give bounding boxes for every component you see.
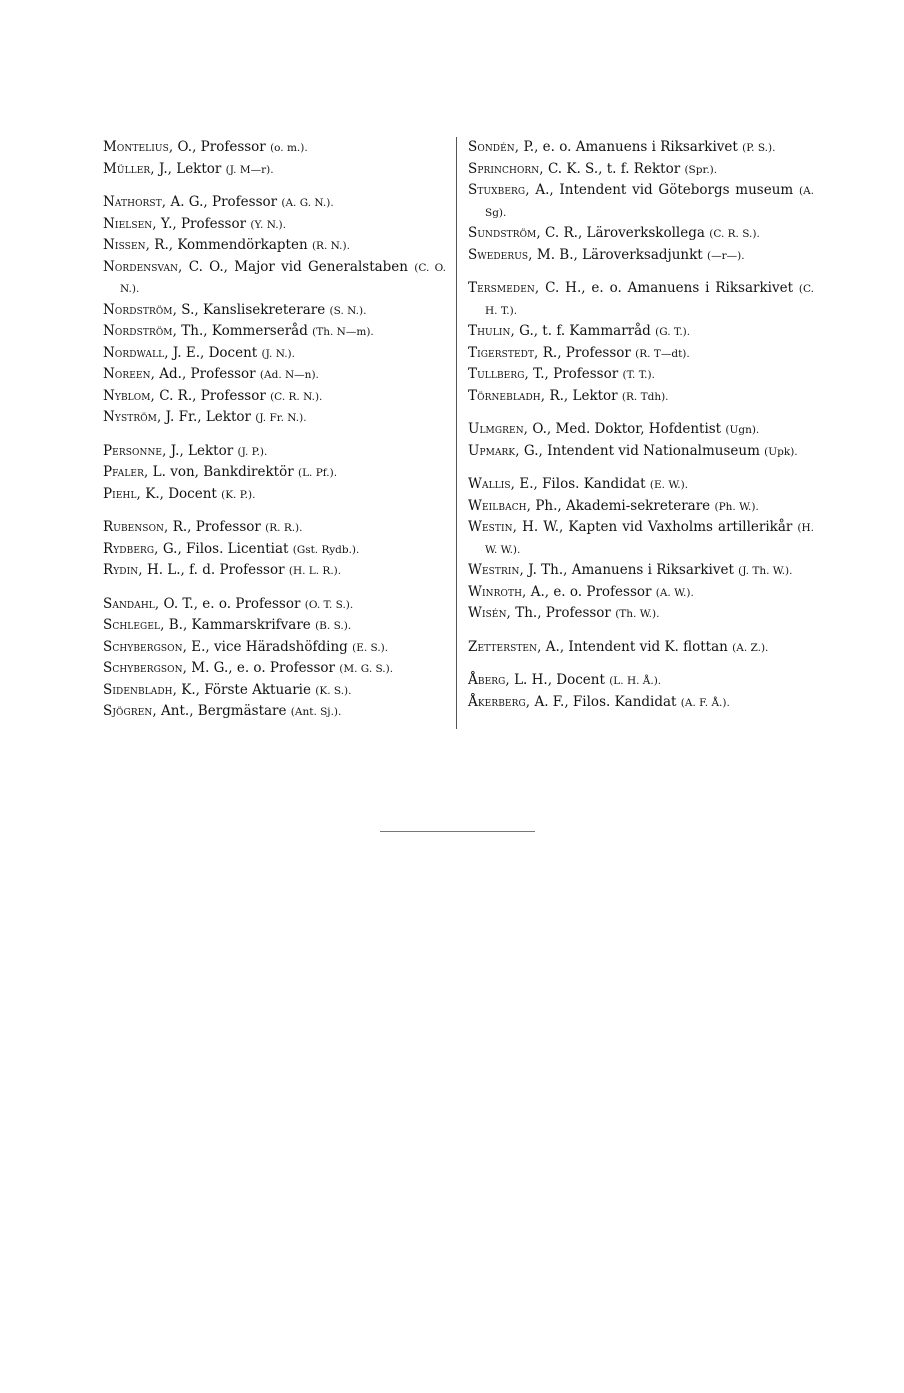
contributor-surname: Ulmgren,	[468, 421, 529, 437]
contributor-surname: Winroth,	[468, 583, 527, 600]
contributor-surname: Nathorst,	[103, 194, 167, 210]
contributor-title: S., Kanslisekreterare	[177, 301, 330, 318]
contributor-entry	[103, 235, 446, 257]
contributor-entry	[468, 245, 814, 267]
contributor-entry	[468, 137, 814, 159]
contributor-entry	[103, 300, 446, 322]
contributor-title: R., Professor	[168, 519, 266, 535]
contributor-entry	[468, 278, 814, 321]
contributor-surname: Sondén,	[468, 139, 520, 155]
contributor-signature: (A. Sg).	[485, 185, 814, 219]
contributor-entry	[468, 496, 814, 518]
contributor-entry	[103, 517, 446, 539]
contributor-surname: Sandahl,	[103, 595, 160, 612]
contributor-surname: Westrin,	[468, 562, 524, 578]
contributor-signature: (P. S.).	[742, 142, 776, 154]
contributor-surname: Nordwall,	[103, 344, 169, 361]
contributor-surname: Nordström,	[103, 323, 178, 339]
contributor-title: M. G., e. o. Professor	[186, 660, 340, 676]
contributor-title: R., Kommendörkapten	[149, 237, 312, 253]
contributor-signature: (H. W. W.).	[485, 522, 814, 556]
contributor-entry	[468, 441, 814, 463]
contributor-entry	[468, 386, 814, 408]
contributor-signature: (Ph. W.).	[714, 500, 759, 513]
contributor-signature: (B. S.).	[315, 620, 352, 632]
contributor-title: R., Professor	[538, 344, 636, 361]
contributor-surname: Thulin,	[468, 323, 515, 339]
contributor-title: B., Kammarskrifvare	[164, 617, 316, 633]
contributor-title: A., Intendent vid K. flottan	[541, 638, 733, 655]
contributor-title: T., Professor	[528, 366, 623, 382]
contributor-entry	[468, 637, 814, 659]
contributor-title: A. F., Filos. Kandidat	[530, 693, 681, 710]
contributor-signature: (C. R. S.).	[709, 228, 760, 240]
contributor-entry	[103, 484, 446, 506]
contributor-title: J. Th., Amanuens i Riksarkivet	[523, 562, 739, 578]
contributor-signature: (K. P.).	[221, 488, 256, 501]
contributor-entry	[103, 539, 446, 561]
contributor-title: C. R., Professor	[154, 387, 271, 404]
contributor-signature: (E. W.).	[649, 479, 689, 491]
contributor-title: G., Intendent vid Nationalmuseum	[519, 442, 765, 459]
contributor-title: H. L., f. d. Professor	[142, 562, 289, 578]
contributor-title: Ad., Professor	[154, 366, 260, 382]
contributor-surname: Åberg,	[468, 672, 510, 688]
contributor-surname: Nyström,	[103, 409, 162, 425]
contributor-signature: (C. H. T.).	[485, 283, 814, 317]
contributor-entry	[468, 159, 814, 181]
contributor-signature: (E. S.).	[352, 641, 389, 654]
contributor-surname: Nordström,	[103, 301, 178, 318]
contributor-signature: (H. L. R.).	[288, 565, 342, 577]
contributor-title: Th., Professor	[510, 605, 616, 621]
section-end-rule	[380, 831, 535, 832]
contributor-title: L. H., Docent	[509, 672, 610, 688]
contributor-surname: Tullberg,	[468, 366, 529, 382]
contributor-signature: (R. R.).	[265, 522, 303, 534]
contributor-title: G., Filos. Licentiat	[158, 540, 293, 557]
contributor-title: A. G., Professor	[166, 194, 282, 210]
contributor-signature: (Y. N.).	[250, 218, 286, 231]
contributor-surname: Nissen,	[103, 237, 150, 253]
contributor-title: Y., Professor	[156, 215, 251, 232]
contributor-signature: (Ant. Sj.).	[290, 706, 342, 718]
contributor-surname: Åkerberg,	[468, 693, 531, 710]
contributor-entry	[103, 637, 446, 659]
contributor-title: C. R., Läroverkskollega	[540, 225, 710, 241]
contributor-entry	[468, 692, 814, 714]
contributor-surname: Swederus,	[468, 246, 533, 263]
contributor-title: C. K. S., t. f. Rektor	[543, 160, 685, 177]
contributor-surname: Nyblom,	[103, 387, 155, 404]
contributor-signature: (A. Z.).	[732, 641, 769, 654]
contributor-surname: Schybergson,	[103, 638, 187, 655]
contributor-surname: Westin,	[468, 519, 518, 535]
contributor-surname: Weilbach,	[468, 497, 532, 514]
contributor-title: R., Lektor	[545, 387, 622, 404]
contributor-entry	[103, 615, 446, 637]
contributor-signature: (—r—).	[707, 249, 745, 262]
left-column	[103, 137, 446, 723]
contributor-signature: (A. W.).	[655, 586, 694, 599]
contributor-title: H. W., Kapten vid Vaxholms artillerikår	[517, 519, 798, 535]
contributor-entry	[468, 223, 814, 245]
contributor-entry	[103, 658, 446, 680]
contributor-signature: (Ugn).	[725, 424, 760, 436]
contributor-signature: (Spr.).	[684, 163, 718, 176]
contributor-signature: (C. R. N.).	[270, 390, 323, 403]
contributor-signature: (Upk).	[764, 445, 798, 458]
contributor-entry	[468, 343, 814, 365]
contributor-entry	[103, 214, 446, 236]
contributor-title: Ph., Akademi-sekreterare	[531, 497, 715, 514]
contributor-entry	[103, 192, 446, 214]
contributor-entry	[103, 407, 446, 429]
contributor-signature: (G. T.).	[655, 326, 691, 338]
contributor-title: J., Lektor	[154, 160, 226, 177]
contributor-title: Ant., Bergmästare	[156, 703, 291, 719]
contributor-signature: (J. Th. W.).	[738, 565, 793, 577]
contributor-signature: (T. T.).	[622, 369, 655, 381]
contributor-surname: Upmark,	[468, 442, 520, 459]
contributor-entry	[103, 701, 446, 723]
contributor-title: O., Med. Doktor, Hofdentist	[528, 421, 726, 437]
contributor-title: J. Fr., Lektor	[161, 409, 256, 425]
contributor-signature: (R. N.).	[311, 240, 350, 252]
contributor-title: M. B., Läroverksadjunkt	[532, 246, 708, 263]
contributor-entry	[468, 517, 814, 560]
contributor-surname: Nielsen,	[103, 215, 157, 232]
contributor-entry	[103, 364, 446, 386]
contributor-signature: (S. N.).	[329, 304, 367, 317]
contributor-signature: (Gst. Rydb.).	[292, 543, 360, 556]
contributor-surname: Noreen,	[103, 366, 155, 382]
contributor-signature: (J. Fr. N.).	[255, 412, 307, 424]
contributor-entry	[103, 257, 446, 300]
contributor-signature: (J. M—r).	[225, 163, 274, 176]
contributor-title: K., Docent	[140, 485, 222, 502]
contributor-entry	[468, 419, 814, 441]
contributor-surname: Montelius,	[103, 139, 174, 155]
contributor-title: J. E., Docent	[168, 344, 262, 361]
contributor-signature: (A. F. Å.).	[680, 696, 730, 709]
contributor-surname: Wallis,	[468, 476, 516, 492]
contributor-title: K., Förste Aktuarie	[177, 681, 316, 698]
contributor-title: E., vice Häradshöfding	[186, 638, 353, 655]
contributor-surname: Törnebladh,	[468, 387, 546, 404]
contributor-entry	[468, 364, 814, 386]
contributor-surname: Nordensvan,	[103, 258, 183, 275]
contributor-entry	[468, 180, 814, 223]
contributor-entry	[103, 321, 446, 343]
contributor-surname: Stuxberg,	[468, 182, 530, 198]
contributor-title: A., e. o. Professor	[526, 583, 656, 600]
contributor-entry	[468, 474, 814, 496]
contributor-surname: Zettersten,	[468, 638, 542, 655]
contributor-entry	[468, 321, 814, 343]
contributor-title: E., Filos. Kandidat	[515, 476, 650, 492]
contributor-title: L. von, Bankdirektör	[148, 464, 298, 480]
contributor-entry	[103, 594, 446, 616]
contributor-signature: (C. O. N.).	[120, 261, 446, 295]
contributor-entry	[103, 386, 446, 408]
contributor-entry	[103, 441, 446, 463]
contributor-entry	[103, 159, 446, 181]
contributor-surname: Tigerstedt,	[468, 344, 539, 361]
right-column	[468, 137, 814, 713]
contributor-title: A., Intendent vid Göteborgs museum	[529, 182, 799, 198]
contributor-entry	[468, 582, 814, 604]
contributor-surname: Rydberg,	[103, 540, 159, 557]
contributor-entry	[468, 560, 814, 582]
contributor-surname: Rubenson,	[103, 519, 169, 535]
contributor-title: O. T., e. o. Professor	[159, 595, 305, 612]
contributor-title: J., Lektor	[166, 442, 238, 459]
contributor-entry	[103, 462, 446, 484]
contributor-surname: Schlegel,	[103, 617, 165, 633]
contributor-entry	[103, 680, 446, 702]
contributor-title: P., e. o. Amanuens i Riksarkivet	[519, 139, 743, 155]
contributor-signature: (R. T—dt).	[635, 347, 690, 360]
contributor-surname: Piehl,	[103, 485, 141, 502]
contributor-signature: (A. G. N.).	[281, 197, 334, 209]
contributor-signature: (Ad. N—n).	[259, 369, 319, 381]
contributor-signature: (R. Tdh).	[621, 390, 669, 403]
contributor-surname: Pfaler,	[103, 464, 149, 480]
contributor-surname: Tersmeden,	[468, 280, 540, 296]
contributor-entry	[103, 560, 446, 582]
contributor-signature: (L. Pf.).	[297, 467, 338, 479]
contributor-signature: (M. G. S.).	[339, 663, 394, 675]
contributor-title: C. O., Major vid Generalstaben	[182, 258, 415, 275]
contributor-signature: (o. m.).	[270, 142, 308, 154]
contributor-signature: (L. H. Å.).	[609, 675, 662, 687]
contributor-surname: Rydin,	[103, 562, 143, 578]
contributor-title: O., Professor	[173, 139, 271, 155]
contributor-entry	[468, 670, 814, 692]
contributor-entry	[103, 137, 446, 159]
contributor-surname: Personne,	[103, 442, 167, 459]
contributor-signature: (Th. N—m).	[312, 326, 374, 338]
contributor-entry	[468, 603, 814, 625]
contributor-surname: Müller,	[103, 160, 155, 177]
contributor-signature: (J. N.).	[261, 347, 295, 360]
contributor-surname: Sjögren,	[103, 703, 157, 719]
contributor-signature: (O. T. S.).	[304, 598, 354, 611]
contributor-surname: Schybergson,	[103, 660, 187, 676]
contributor-surname: Wisén,	[468, 605, 511, 621]
contributor-signature: (K. S.).	[315, 684, 352, 697]
contributor-surname: Sundström,	[468, 225, 541, 241]
contributor-title: G., t. f. Kammarråd	[514, 323, 656, 339]
contributor-surname: Sprinchorn,	[468, 160, 544, 177]
contributor-title: C. H., e. o. Amanuens i Riksarkivet	[539, 280, 799, 296]
contributor-signature: (Th. W.).	[615, 608, 660, 620]
contributor-title: Th., Kommerseråd	[177, 323, 313, 339]
contributor-signature: (J. P.).	[237, 445, 268, 458]
contributor-surname: Sidenbladh,	[103, 681, 178, 698]
contributor-entry	[103, 343, 446, 365]
column-divider-line	[456, 137, 457, 729]
